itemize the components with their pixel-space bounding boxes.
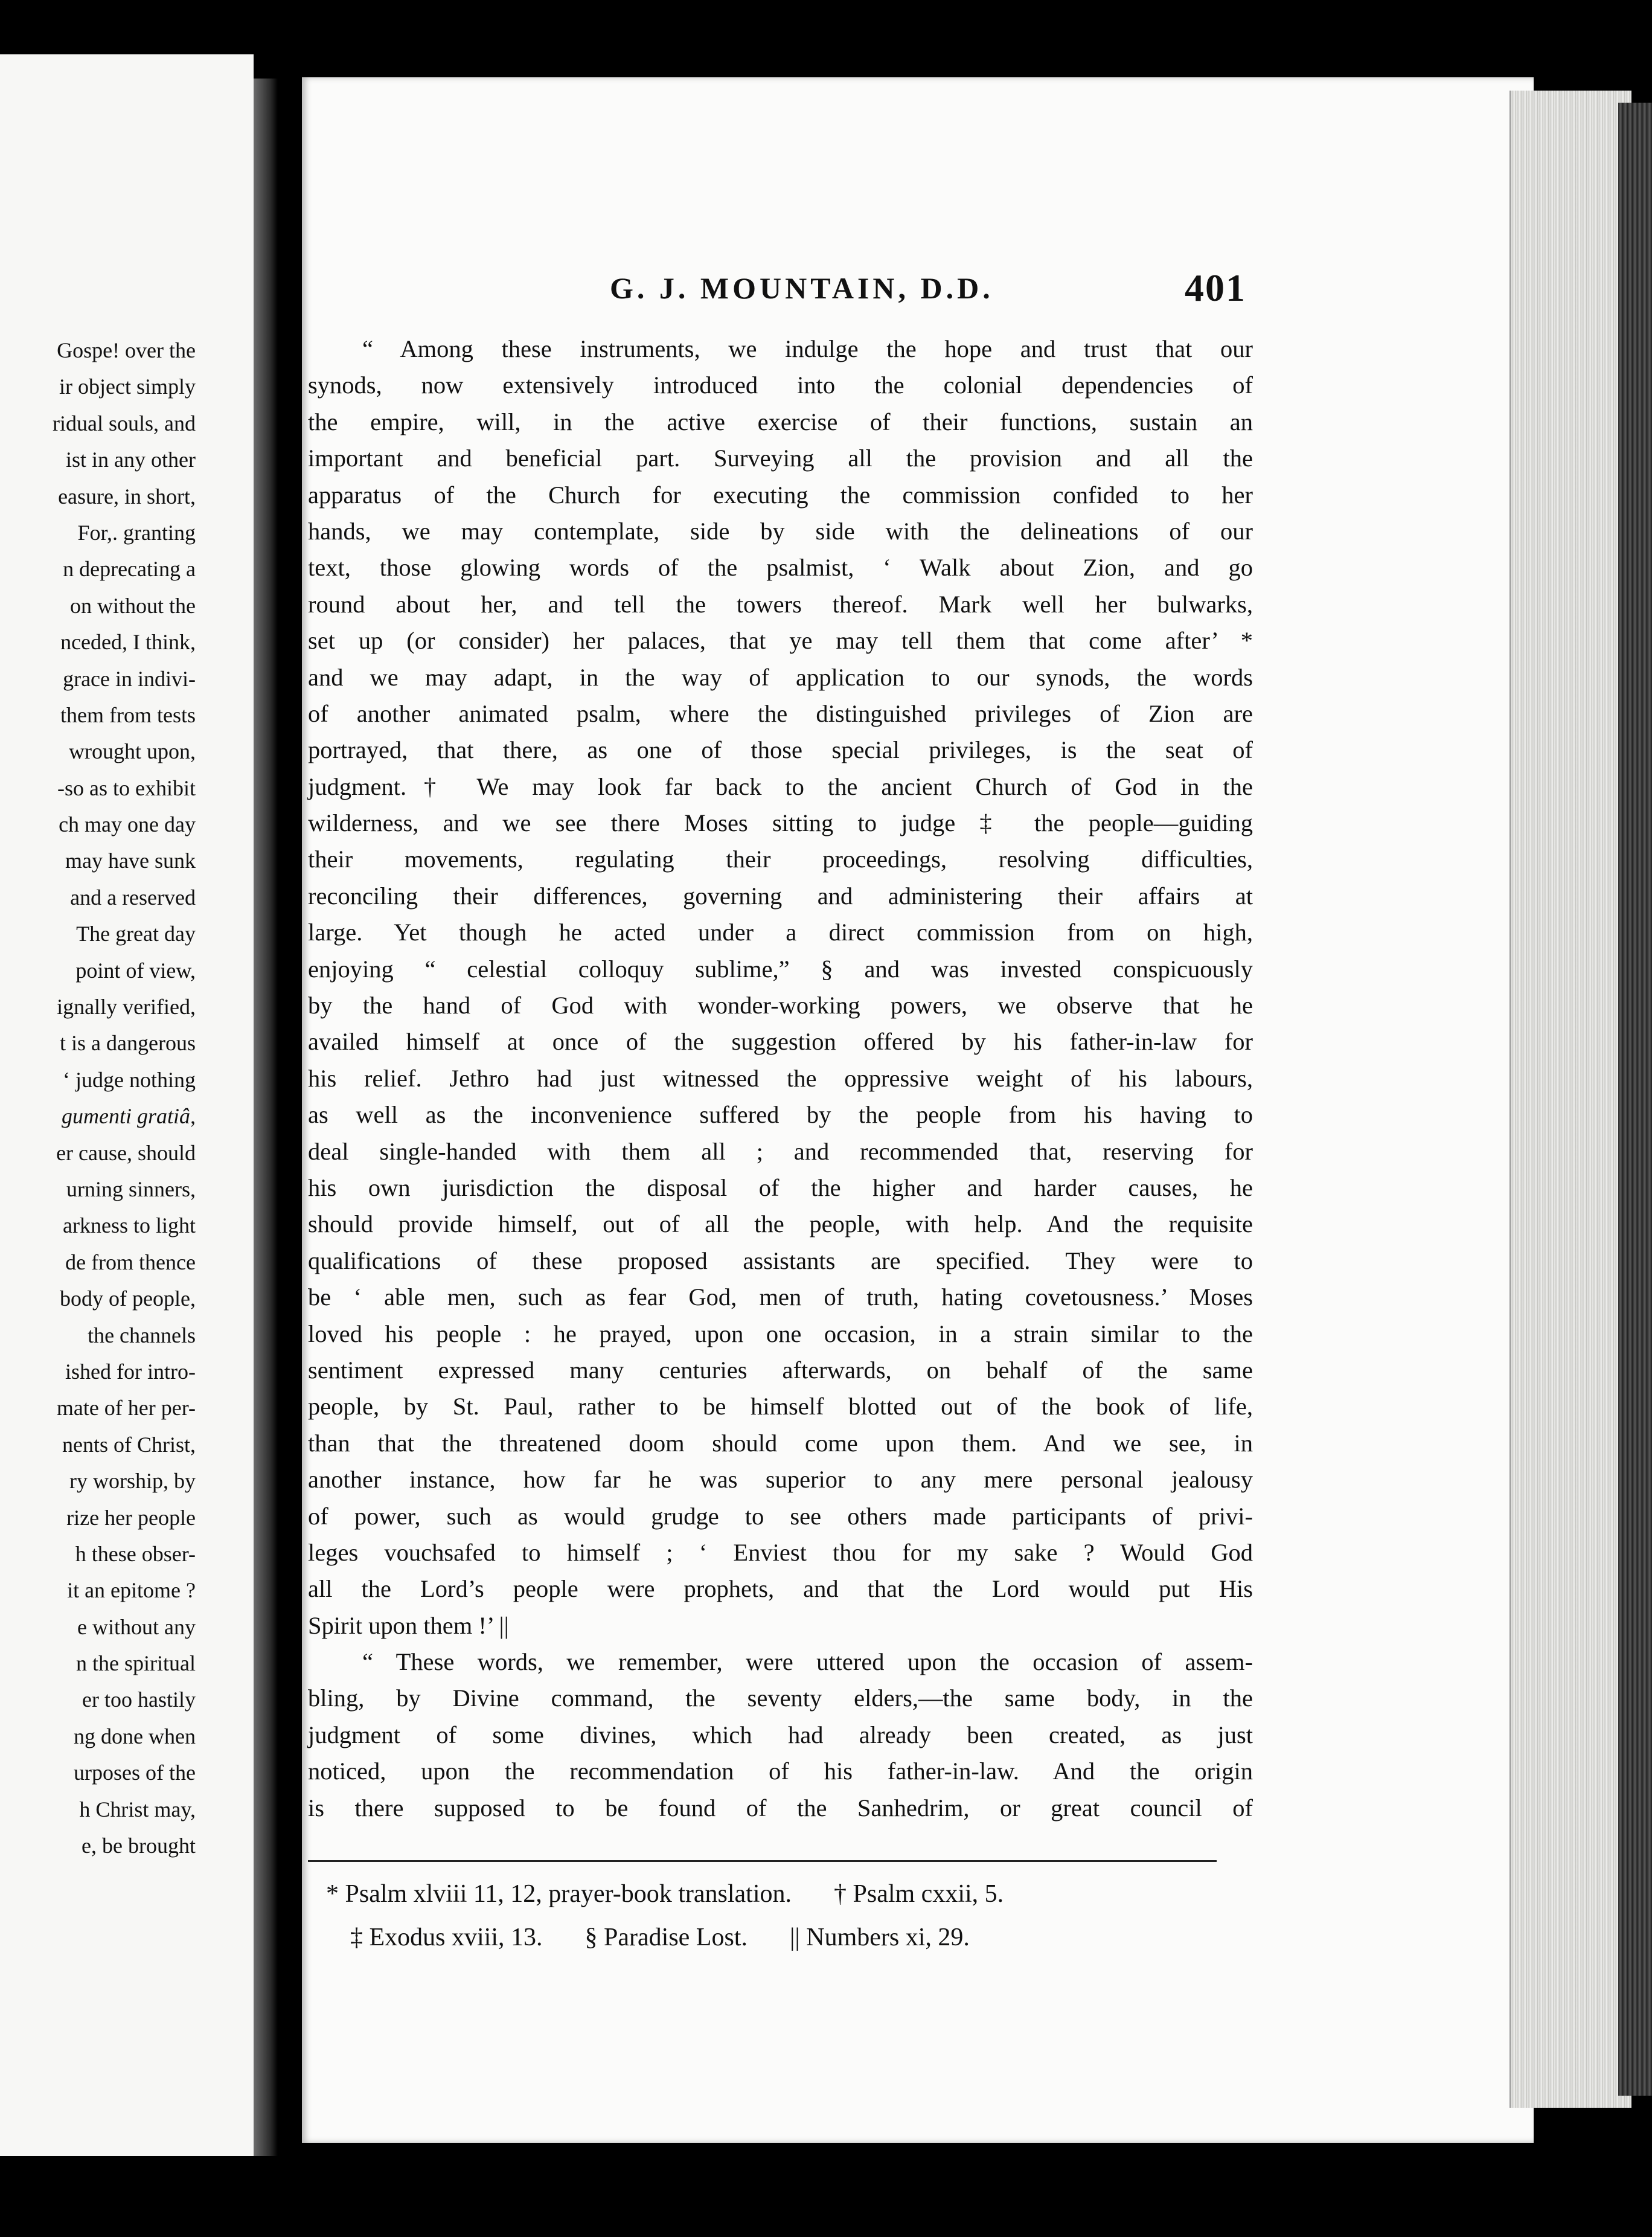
left-line: h Christ may, bbox=[79, 1797, 196, 1821]
left-line: ‘ judge nothing bbox=[63, 1067, 196, 1092]
text-line: is there supposed to be found of the Sanhedrim, or great council of bbox=[308, 1794, 1253, 1821]
left-line: the channels bbox=[88, 1323, 196, 1347]
text-line: the empire, will, in the active exercise of their functions, sustain an bbox=[308, 408, 1253, 435]
page-number: 401 bbox=[1185, 266, 1246, 309]
text-line: wilderness, and we see there Moses sitting to judge ‡ the people—guiding bbox=[308, 809, 1253, 837]
page-edges bbox=[1510, 91, 1631, 2108]
footnote: * Psalm xlviii 11, 12, prayer-book translation. bbox=[326, 1880, 792, 1908]
left-line bbox=[0, 1098, 196, 1134]
text-line: their movements, regulating their proceedings, resolving difficulties, bbox=[308, 846, 1253, 873]
running-head: G. J. MOUNTAIN, D.D. bbox=[610, 271, 994, 305]
text-line: be ‘ able men, such as fear God, men of truth, hating covetousness.’ Moses bbox=[308, 1283, 1253, 1311]
footnote-row bbox=[326, 1916, 1220, 1959]
text-line: of power, such as would grudge to see others made participants of privi- bbox=[308, 1502, 1253, 1530]
left-line: For,. granting bbox=[77, 520, 196, 545]
body-text bbox=[308, 331, 1253, 1826]
text-line: synods, now extensively introduced into the colonial dependencies of bbox=[308, 371, 1253, 399]
left-line: easure, in short, bbox=[58, 484, 196, 509]
text-line: deal single-handed with them all ; and recommended that, reserving for bbox=[308, 1137, 1253, 1165]
left-line: de from thence bbox=[65, 1250, 196, 1274]
left-line: ng done when bbox=[74, 1724, 196, 1748]
left-line: may have sunk bbox=[65, 849, 196, 873]
text-line: should provide himself, out of all the people, with help. And the requisite bbox=[308, 1210, 1253, 1238]
footnote-rule bbox=[308, 1860, 1217, 1862]
text-line: all the Lord’s people were prophets, and that the Lord would put His bbox=[308, 1575, 1253, 1603]
text-line: sentiment expressed many centuries afterwards, on behalf of the same bbox=[308, 1356, 1253, 1384]
text-line: apparatus of the Church for executing the commission confided to her bbox=[308, 481, 1253, 509]
footnotes bbox=[326, 1872, 1220, 1959]
left-line: e without any bbox=[77, 1614, 196, 1639]
left-line: The great day bbox=[76, 922, 196, 946]
left-line: ist in any other bbox=[66, 448, 196, 472]
left-line: nceded, I think, bbox=[60, 630, 196, 655]
text-line: his relief. Jethro had just witnessed the oppressive weight of his labours, bbox=[308, 1064, 1253, 1092]
text-line: large. Yet though he acted under a direct commission from on high, bbox=[308, 919, 1253, 946]
text-line: people, by St. Paul, rather to be himself blotted out of the book of life, bbox=[308, 1393, 1253, 1420]
left-line: arkness to light bbox=[63, 1213, 196, 1238]
text-line: Spirit upon them !’ || bbox=[308, 1611, 509, 1639]
footnote: † Psalm cxxii, 5. bbox=[834, 1880, 1004, 1908]
text-line: set up (or consider) her palaces, that ye may tell them that come after’ * bbox=[308, 627, 1253, 655]
text-line: hands, we may contemplate, side by side with the delineations of our bbox=[308, 517, 1253, 545]
left-line: e, be brought bbox=[82, 1834, 196, 1858]
left-line: wrought upon, bbox=[69, 739, 196, 764]
text-line: leges vouchsafed to himself ; ‘ Enviest thou for my sake ? Would God bbox=[308, 1538, 1253, 1566]
left-line: Gospe! over the bbox=[57, 338, 196, 362]
text-line: judgment of some divines, which had already been created, as just bbox=[308, 1721, 1253, 1748]
left-line: urning sinners, bbox=[66, 1176, 196, 1201]
footnote: ‡ Exodus xviii, 13. bbox=[350, 1924, 543, 1951]
footnote: § Paradise Lost. bbox=[584, 1924, 748, 1951]
left-line: ry worship, by bbox=[69, 1469, 196, 1494]
text-line: round about her, and tell the towers thereof. Mark well her bulwarks, bbox=[308, 590, 1253, 618]
text-line: judgment.† We may look far back to the ancient Church of God in the bbox=[308, 772, 1253, 800]
text-line: bling, by Divine command, the seventy elders,—the same body, in the bbox=[308, 1684, 1253, 1712]
text-line: another instance, how far he was superior to any mere personal jealousy bbox=[308, 1466, 1253, 1494]
left-line: it an epitome ? bbox=[67, 1578, 196, 1603]
left-line: body of people, bbox=[60, 1286, 196, 1311]
left-line: er too hastily bbox=[82, 1687, 196, 1712]
left-line: ch may one day bbox=[59, 812, 196, 837]
left-line: grace in indivi- bbox=[63, 666, 196, 691]
left-line: and a reserved bbox=[70, 885, 196, 910]
text-line: reconciling their differences, governing and administering their affairs at bbox=[308, 882, 1253, 910]
text-line: and we may adapt, in the way of application to our synods, the words bbox=[308, 663, 1253, 691]
left-line: on without the bbox=[70, 593, 196, 618]
left-line: n the spiritual bbox=[76, 1651, 196, 1676]
left-line: nents of Christ, bbox=[62, 1432, 196, 1457]
left-line: point of view, bbox=[75, 958, 196, 983]
left-line: t is a dangerous bbox=[60, 1031, 196, 1056]
text-line: enjoying “ celestial colloquy sublime,” § and was invested conspicuously bbox=[308, 955, 1253, 983]
text-line: important and beneficial part. Surveying all the provision and all the bbox=[308, 445, 1253, 472]
left-line: mate of her per- bbox=[56, 1396, 196, 1420]
text-line: text, those glowing words of the psalmist, ‘ Walk about Zion, and go bbox=[308, 554, 1253, 582]
text-line: than that the threatened doom should come upon them. And we see, in bbox=[308, 1429, 1253, 1457]
left-line: h these obser- bbox=[75, 1541, 196, 1566]
left-line: er cause, should bbox=[56, 1140, 196, 1165]
text-line: of another animated psalm, where the distinguished privileges of Zion are bbox=[308, 699, 1253, 727]
left-line: ir object simply bbox=[59, 374, 196, 399]
text-line: availed himself at once of the suggestion offered by his father-in-law for bbox=[308, 1028, 1253, 1056]
book-gutter bbox=[254, 79, 278, 2156]
left-line: ignally verified, bbox=[57, 995, 196, 1019]
left-line-italic: gumenti gratiâ, bbox=[62, 1104, 196, 1129]
footnote: || Numbers xi, 29. bbox=[789, 1924, 970, 1951]
left-line: n deprecating a bbox=[63, 557, 196, 582]
left-line: ished for intro- bbox=[65, 1359, 196, 1384]
left-line: rize her people bbox=[66, 1505, 196, 1530]
footnote-row bbox=[326, 1872, 1220, 1916]
text-line: by the hand of God with wonder-working powers, we observe that he bbox=[308, 992, 1253, 1019]
left-line: -so as to exhibit bbox=[57, 775, 196, 800]
text-line: his own jurisdiction the disposal of the higher and harder causes, he bbox=[308, 1173, 1253, 1201]
left-page-text bbox=[0, 332, 196, 1864]
left-facing-page bbox=[0, 54, 254, 2156]
text-line: loved his people : he prayed, upon one occasion, in a strain similar to the bbox=[308, 1320, 1253, 1347]
text-line: “ Among these instruments, we indulge the hope and trust that our bbox=[362, 335, 1253, 362]
left-line: ridual souls, and bbox=[53, 411, 196, 435]
left-line: them from tests bbox=[60, 702, 196, 727]
text-line: “ These words, we remember, were uttered upon the occasion of assem- bbox=[362, 1648, 1253, 1676]
text-line: portrayed, that there, as one of those special privileges, is the seat of bbox=[308, 736, 1253, 764]
text-line: as well as the inconvenience suffered by the people from his having to bbox=[308, 1101, 1253, 1129]
left-line: urposes of the bbox=[74, 1760, 196, 1785]
book-edge-shadow bbox=[1618, 103, 1652, 2096]
text-line: noticed, upon the recommendation of his father-in-law. And the origin bbox=[308, 1757, 1253, 1785]
text-line: qualifications of these proposed assistants are specified. They were to bbox=[308, 1247, 1253, 1274]
